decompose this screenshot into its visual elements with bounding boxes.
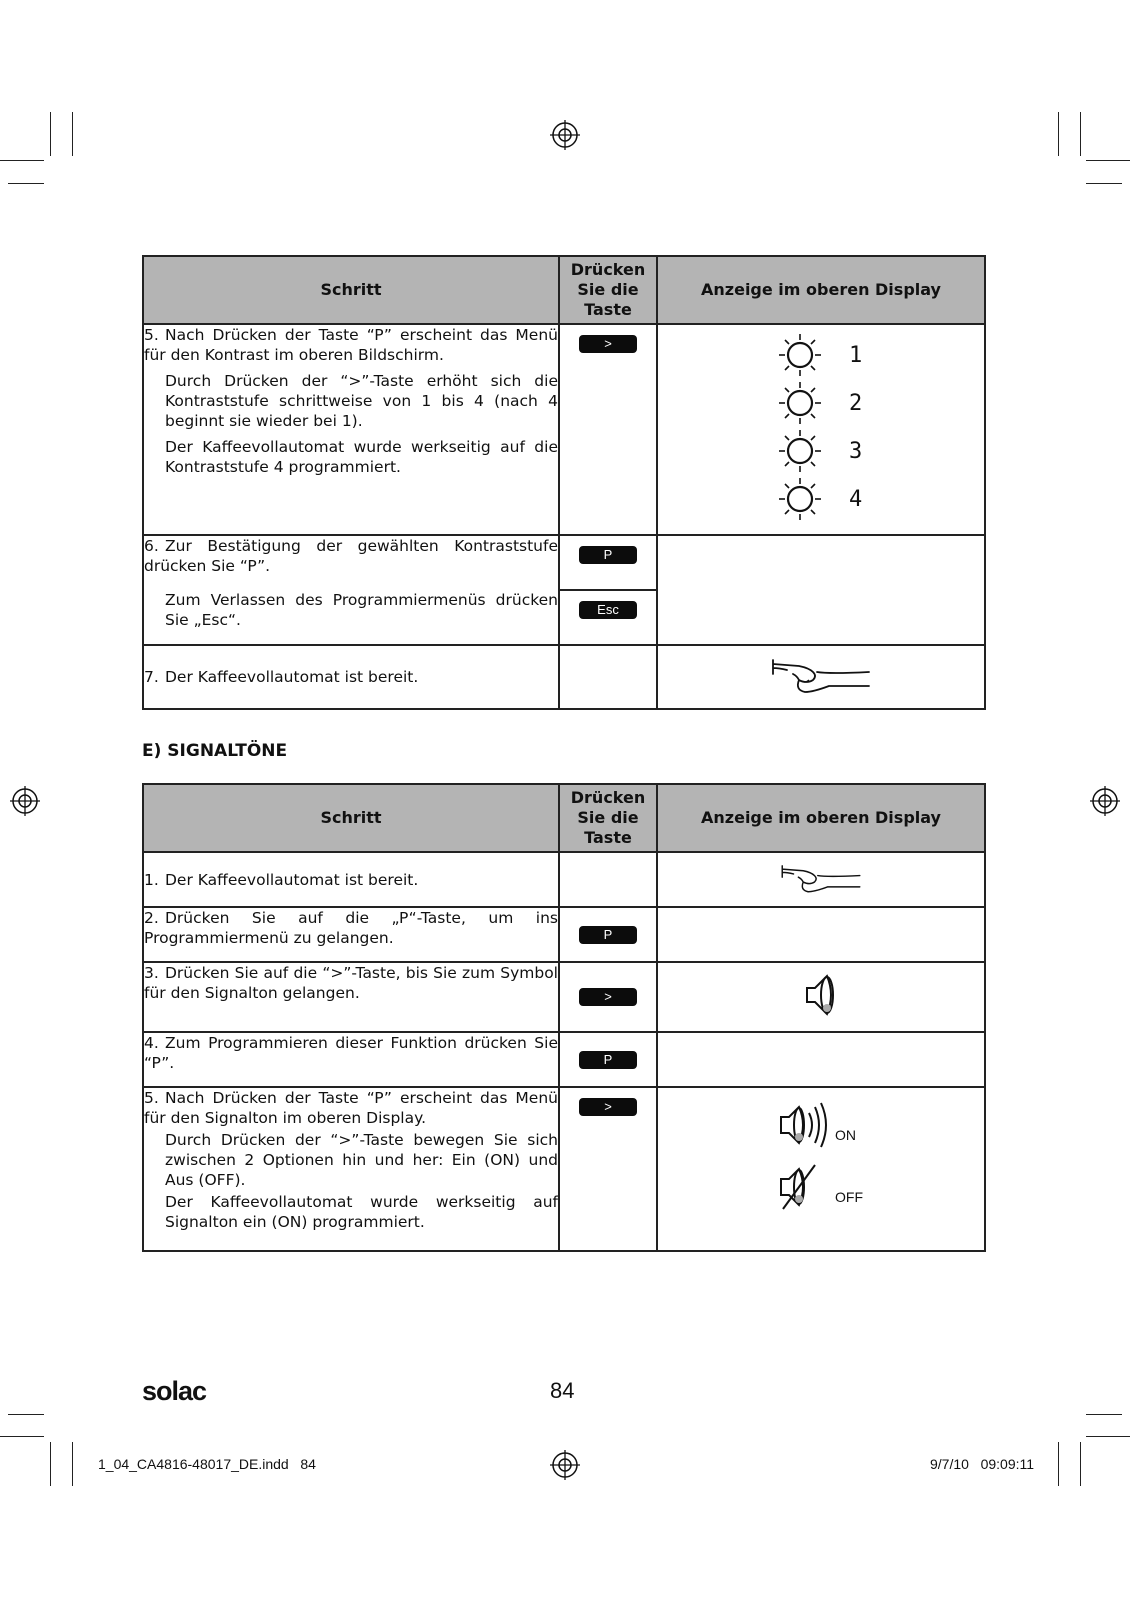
header-key: Drücken Sie die Taste	[559, 784, 657, 852]
step-text: Zum Verlassen des Programmiermenüs drücken Sie „Esc“.	[143, 590, 559, 645]
speaker-off-icon	[777, 1161, 831, 1213]
table-row	[143, 907, 985, 962]
step-text: 7. Der Kaffeevollautomat ist bereit.	[143, 645, 559, 709]
step-text: 5. Nach Drücken der Taste “P” erscheint das Menü für den Kontrast im oberen Bildschirm. Durch Drücken der “>”-Taste erhöht sich die Kontraststufe schrittweise von 1 bis 4 (nach 4 beginnt sie wieder bei 1). Der Kaffeevollautomat wurde werkseitig auf die Kontraststufe 4 programmiert.	[143, 324, 559, 535]
step-text: 3. Drücken Sie auf die “>”-Taste, bis Sie zum Symbol für den Signalton gelangen.	[143, 962, 559, 1032]
display-empty	[657, 535, 985, 645]
print-date: 9/7/10 09:09:11	[930, 1456, 1035, 1472]
hand-pointer-icon	[769, 654, 873, 696]
solac-logo: solac	[142, 1376, 207, 1406]
table-row	[143, 962, 985, 1032]
table-row	[143, 535, 985, 590]
contrast-bulb-icon	[777, 428, 823, 474]
contrast-bulb-icon	[777, 476, 823, 522]
off-label: OFF	[835, 1189, 863, 1205]
registration-mark-icon	[10, 786, 40, 816]
contrast-bulb-icon	[777, 332, 823, 378]
header-key: Drücken Sie die Taste	[559, 256, 657, 324]
next-key-button[interactable]: >	[579, 1098, 637, 1116]
step-text: 2. Drücken Sie auf die „P“-Taste, um ins Programmiermenü zu gelangen.	[143, 907, 559, 962]
speaker-on-icon	[777, 1099, 831, 1151]
p-key-button[interactable]: P	[579, 546, 637, 564]
table-row	[143, 852, 985, 907]
step-text: 5. Nach Drücken der Taste “P” erscheint das Menü für den Signalton im oberen Display. Durch Drücken der “>”-Taste bewegen Sie sich zwischen 2 Optionen hin und her: Ein (ON) und Aus (OFF). Der Kaffeevollautomat wurde werkseitig auf Signalton ein (ON) programmiert.	[143, 1087, 559, 1251]
step-text: 1. Der Kaffeevollautomat ist bereit.	[143, 852, 559, 907]
next-key-button[interactable]: >	[579, 988, 637, 1006]
header-display: Anzeige im oberen Display	[657, 784, 985, 852]
esc-key-button[interactable]: Esc	[579, 601, 637, 619]
table-row	[143, 324, 985, 535]
registration-mark-icon	[1090, 786, 1120, 816]
table-row	[143, 1087, 985, 1251]
p-key-button[interactable]: P	[579, 1051, 637, 1069]
table-row	[143, 1032, 985, 1087]
section-title: E) SIGNALTÖNE	[142, 741, 288, 761]
contrast-bulb-icon	[777, 380, 823, 426]
hand-pointer-icon	[779, 861, 863, 895]
registration-mark-icon	[550, 1450, 580, 1480]
on-label: ON	[835, 1127, 856, 1143]
p-key-button[interactable]: P	[579, 926, 637, 944]
file-name: 1_04_CA4816-48017_DE.indd 84	[98, 1456, 316, 1472]
speaker-icon	[801, 970, 841, 1020]
step-text: 6. Zur Bestätigung der gewählten Kontraststufe drücken Sie “P”.	[143, 535, 559, 590]
contrast-table	[142, 255, 986, 710]
header-display: Anzeige im oberen Display	[657, 256, 985, 324]
header-step: Schritt	[143, 784, 559, 852]
table-row	[143, 645, 985, 709]
next-key-button[interactable]: >	[579, 335, 637, 353]
page-number: 84	[550, 1378, 575, 1403]
registration-mark-icon	[550, 120, 580, 150]
contrast-display: 1 2 3 4	[657, 324, 985, 535]
header-step: Schritt	[143, 256, 559, 324]
step-text: 4. Zum Programmieren dieser Funktion drücken Sie “P”.	[143, 1032, 559, 1087]
signal-table	[142, 783, 986, 1252]
